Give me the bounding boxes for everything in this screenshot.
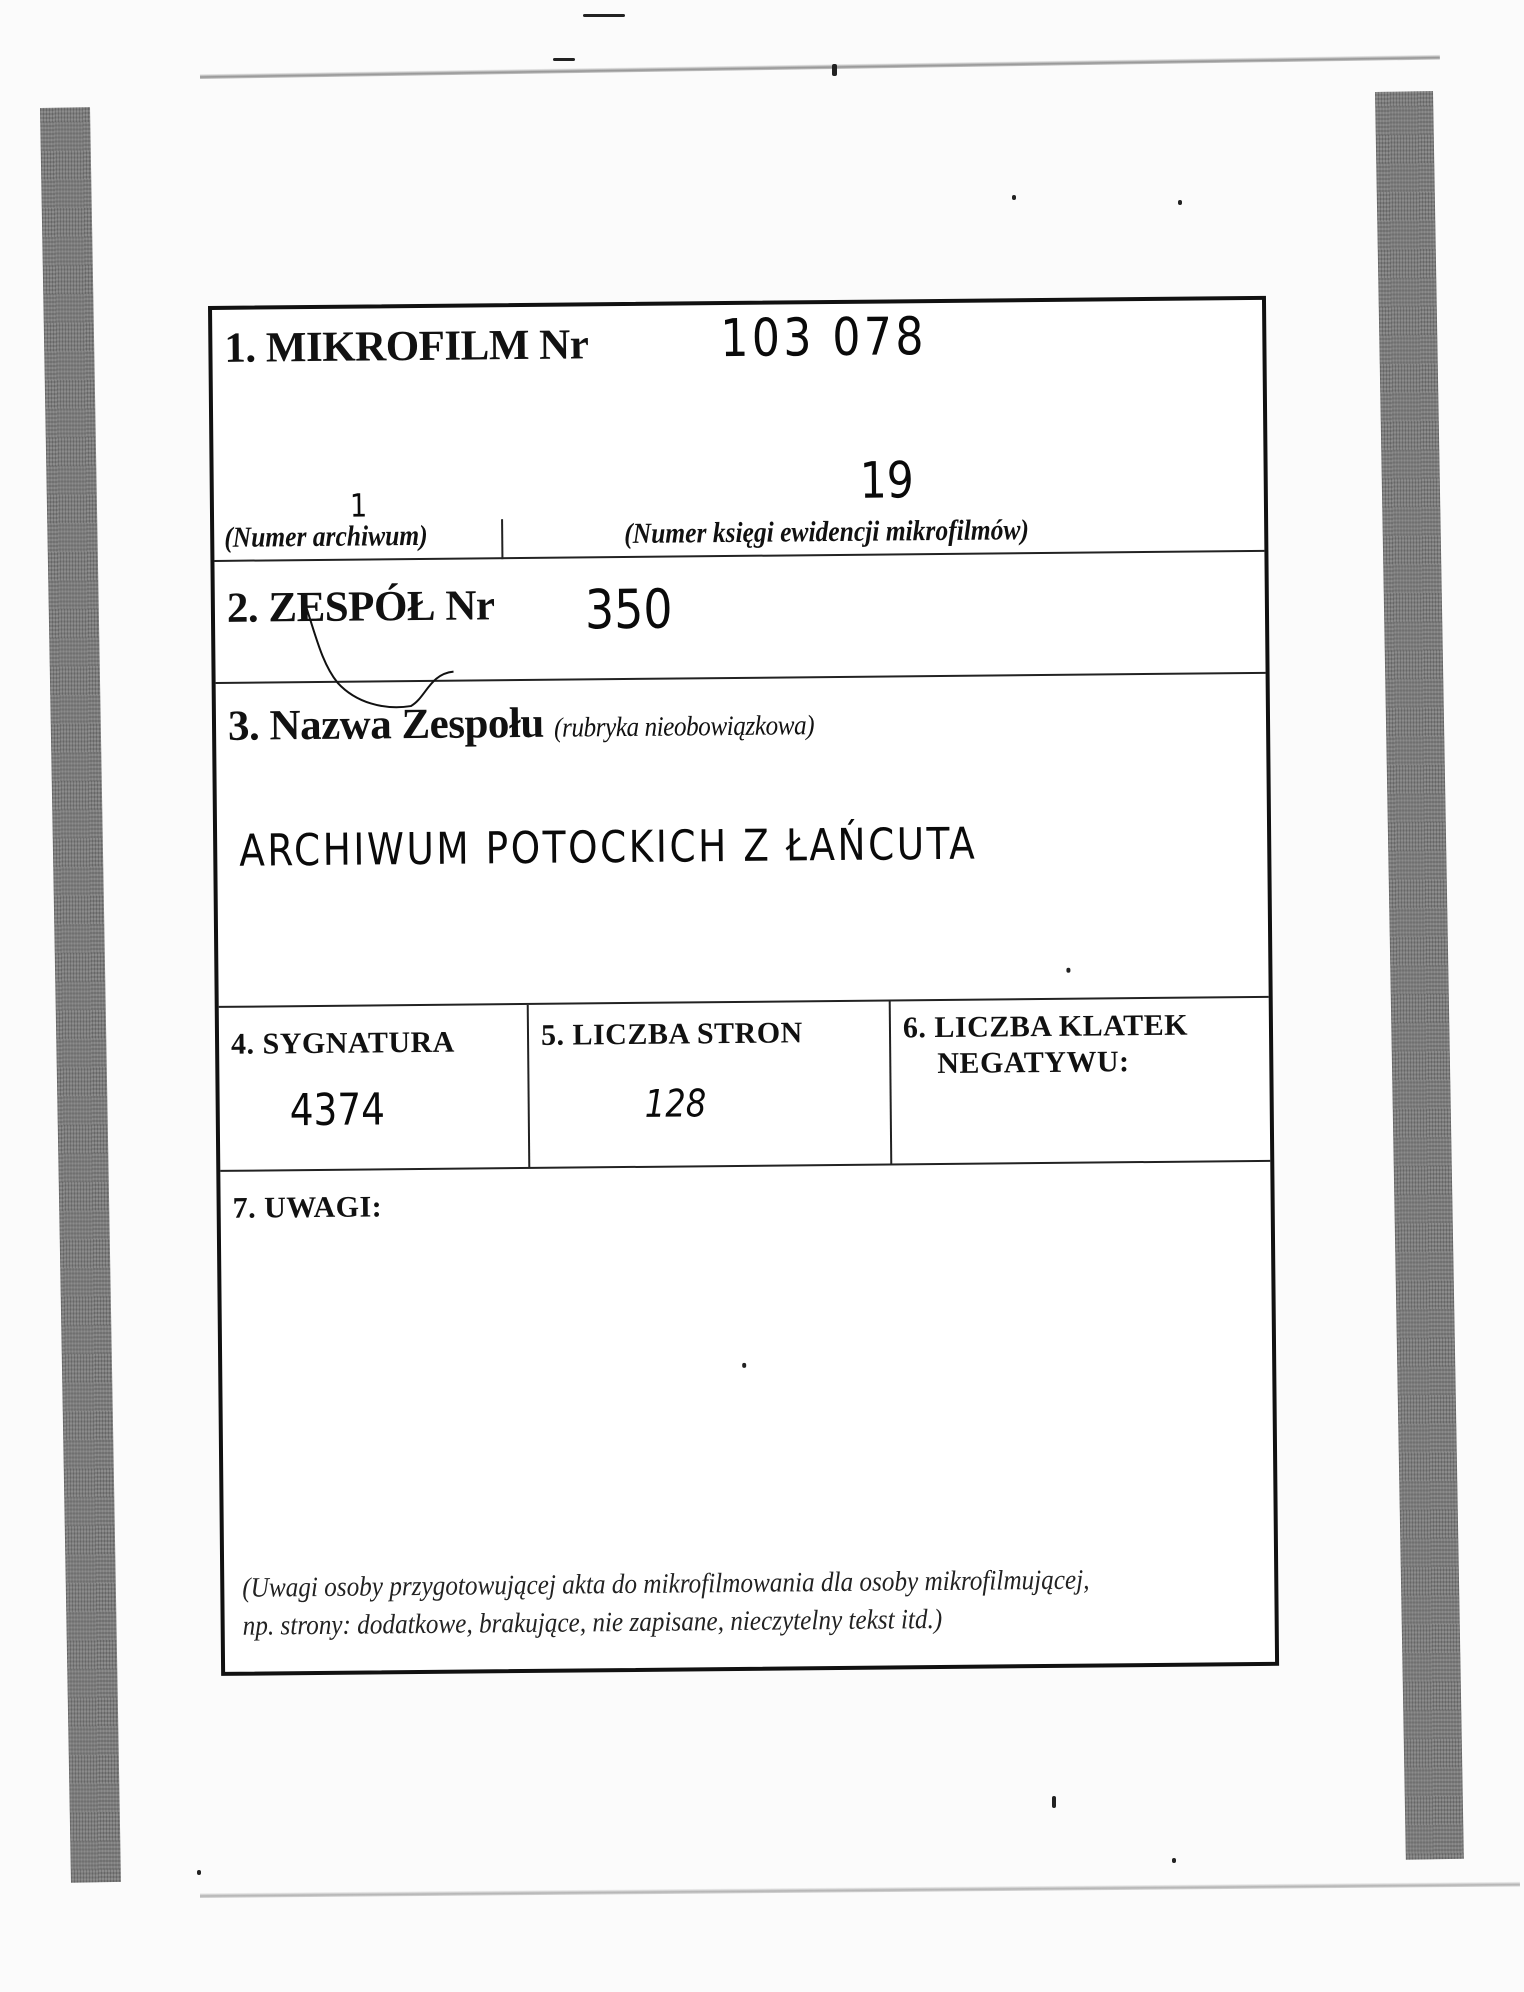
- film-edge-left: [40, 107, 121, 1883]
- remarks-label: 7. UWAGI:: [232, 1190, 383, 1225]
- page-edge-bottom: [200, 1881, 1520, 1898]
- page-count-value: 128: [644, 1081, 707, 1126]
- microfilm-number-label: 1. MIKROFILM Nr: [224, 321, 589, 372]
- archive-number-label: (Numer archiwum): [224, 519, 428, 554]
- register-number-label: (Numer księgi ewidencji mikrofilmów): [624, 514, 1030, 551]
- archive-number-value: 1: [349, 486, 368, 525]
- scan-speck: [197, 1870, 201, 1875]
- remarks-note-line1: (Uwagi osoby przygotowującej akta do mikrofilmowania dla osoby mikrofilmującej,: [242, 1564, 1090, 1604]
- section-signature-pages-frames: [219, 998, 1271, 1172]
- row1-divider: [501, 519, 503, 559]
- fond-number-label: 2. ZESPÓŁ Nr: [226, 582, 495, 632]
- scan-speck: [742, 1363, 746, 1368]
- signature-label: 4. SYGNATURA: [230, 1025, 456, 1061]
- scan-speck: [1012, 195, 1016, 200]
- fond-name-label-text: 3. Nazwa Zespołu: [227, 699, 544, 750]
- scan-speck: [1172, 1858, 1176, 1863]
- film-edge-right: [1375, 91, 1464, 1860]
- scan-speck: [1178, 200, 1182, 205]
- remarks-note-line2: np. strony: dodatkowe, brakujące, nie zapisane, nieczytelny tekst itd.): [242, 1604, 943, 1642]
- section-remarks: [220, 1162, 1275, 1672]
- fond-number-value: 350: [584, 577, 673, 642]
- fond-name-value: ARCHIWUM POTOCKICH Z ŁAŃCUTA: [238, 818, 978, 877]
- scan-speck: [553, 58, 575, 61]
- fond-name-hint: (rubryka nieobowiązkowa): [553, 710, 815, 744]
- section-fond-number: [214, 552, 1265, 684]
- scan-speck: [583, 14, 625, 17]
- section-fond-name: [216, 674, 1269, 1008]
- remarks-note: [242, 1561, 1162, 1646]
- signature-value: 4374: [289, 1084, 386, 1137]
- section-microfilm-number: [212, 300, 1264, 562]
- microfilm-form: [208, 296, 1279, 1676]
- scan-speck: [1066, 968, 1070, 973]
- cell-divider-4-5: [527, 1005, 531, 1167]
- frame-count-label-line1: 6. LICZBA KLATEK: [902, 1008, 1189, 1045]
- page-count-label: 5. LICZBA STRON: [540, 1016, 803, 1052]
- frame-count-label-line2: NEGATYWU:: [937, 1045, 1130, 1081]
- page-edge-top: [200, 55, 1440, 79]
- scan-speck: [832, 64, 837, 76]
- cell-divider-5-6: [889, 1001, 893, 1163]
- fond-name-label: [228, 696, 843, 751]
- microfilm-number-value: 103 078: [720, 307, 928, 370]
- register-number-value: 19: [859, 451, 915, 510]
- scan-speck: [1052, 1796, 1056, 1808]
